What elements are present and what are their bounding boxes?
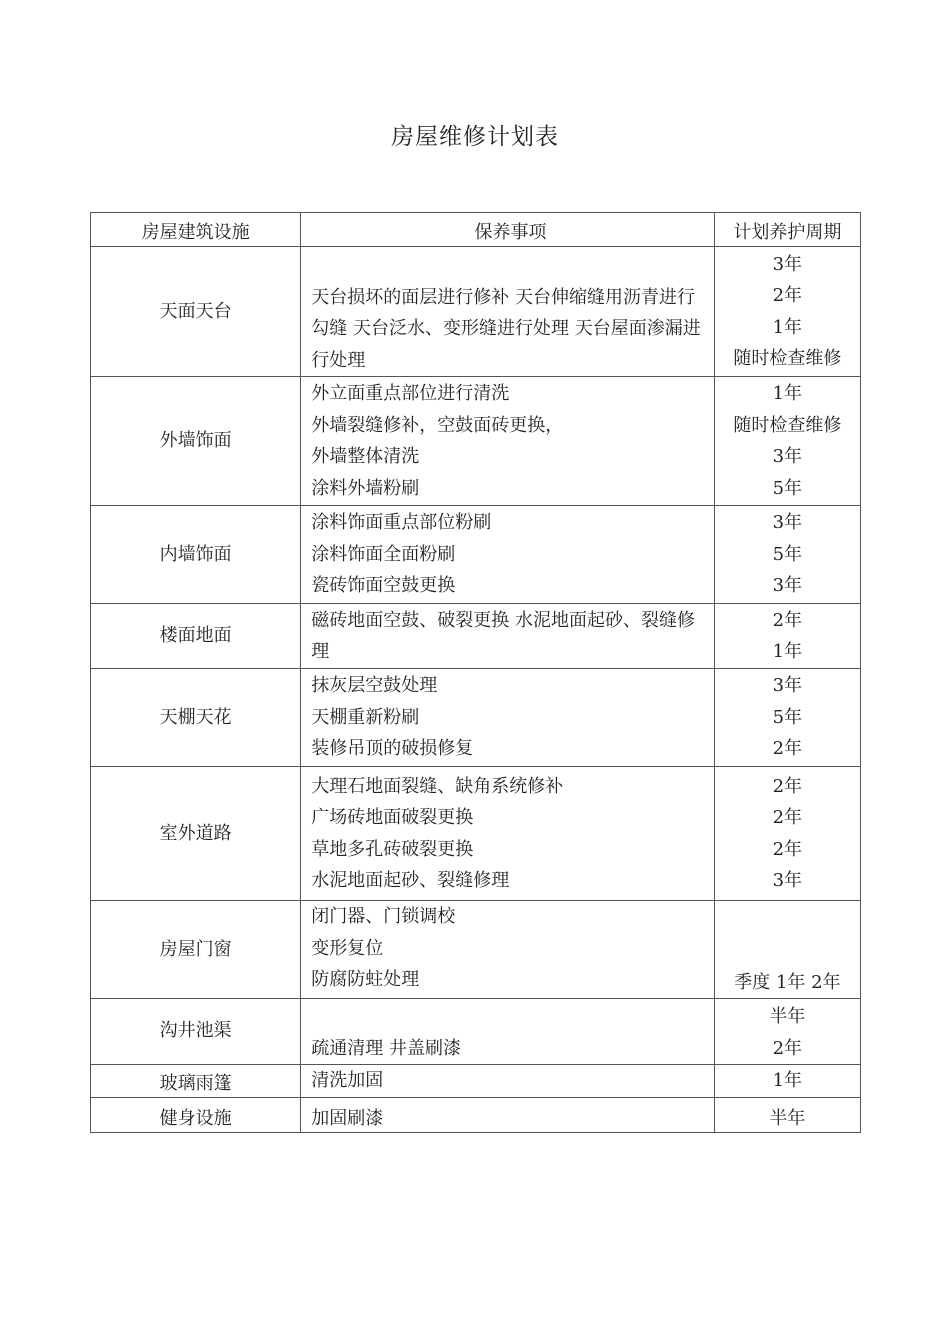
facility-cell: 天面天台 <box>91 247 301 377</box>
item-text: 磁砖地面空鼓、破裂更换 水泥地面起砂、裂缝修理 <box>311 609 695 662</box>
cycle-text: 3年 <box>772 512 803 534</box>
cycle-text: 1年 <box>772 641 803 662</box>
facility-cell: 内墙饰面 <box>91 506 301 604</box>
cycle-cell <box>714 604 860 669</box>
cycle-text: 5年 <box>772 706 803 728</box>
items-cell <box>301 999 715 1065</box>
cycle-text: 随时检查维修 <box>733 348 842 369</box>
cycle-text: 1年 <box>772 1070 803 1091</box>
item-text: 广场砖地面破裂更换 <box>311 807 474 828</box>
item-text: 装修吊顶的破损修复 <box>311 738 474 760</box>
cycle-text: 季度 1年 2年 <box>734 971 841 993</box>
items-cell <box>301 901 715 999</box>
facility-cell: 房屋门窗 <box>91 901 301 999</box>
item-text: 涂料饰面全面粉刷 <box>311 543 456 565</box>
cycle-text: 3年 <box>772 870 803 891</box>
header-facility: 房屋建筑设施 <box>91 213 301 247</box>
items-cell <box>301 506 715 604</box>
item-text: 抹灰层空鼓处理 <box>311 675 438 697</box>
cycle-text: 2年 <box>772 838 803 860</box>
cycle-text: 3年 <box>772 446 803 467</box>
cycle-text: 2年 <box>772 807 803 828</box>
cycle-text: 半年 <box>769 1006 806 1027</box>
table-header-row <box>91 213 861 247</box>
table-row <box>91 669 861 767</box>
facility-cell: 外墙饰面 <box>91 377 301 506</box>
table-row <box>91 247 861 377</box>
item-text: 大理石地面裂缝、缺角系统修补 <box>311 775 564 797</box>
cycle-cell <box>714 999 860 1065</box>
items-cell <box>301 604 715 669</box>
item-text: 外墙整体清洗 <box>311 446 420 467</box>
item-text: 草地多孔砖破裂更换 <box>311 838 474 860</box>
cycle-text: 1年 <box>772 316 803 338</box>
cycle-text: 半年 <box>769 1108 806 1129</box>
item-text: 天棚重新粉刷 <box>311 706 420 728</box>
cycle-text: 随时检查维修 <box>733 414 842 436</box>
table-row <box>91 1098 861 1133</box>
item-text: 涂料饰面重点部位粉刷 <box>311 512 492 534</box>
header-items: 保养事项 <box>301 213 715 247</box>
items-cell <box>301 767 715 901</box>
item-text: 清洗加固 <box>311 1070 384 1091</box>
cycle-cell <box>714 901 860 999</box>
facility-cell: 室外道路 <box>91 767 301 901</box>
cycle-text: 2年 <box>772 738 803 760</box>
table-row <box>91 999 861 1065</box>
items-cell <box>301 377 715 506</box>
item-text: 瓷砖饰面空鼓更换 <box>311 575 456 597</box>
cycle-text: 3年 <box>772 253 803 275</box>
cycle-cell <box>714 669 860 767</box>
cycle-text: 5年 <box>772 477 803 499</box>
cycle-cell <box>714 506 860 604</box>
item-text: 闭门器、门锁调校 <box>311 906 456 927</box>
item-text: 加固刷漆 <box>311 1108 384 1129</box>
table-row <box>91 604 861 669</box>
header-cycle: 计划养护周期 <box>714 213 860 247</box>
facility-cell: 天棚天花 <box>91 669 301 767</box>
items-cell <box>301 1098 715 1133</box>
item-text: 外立面重点部位进行清洗 <box>311 383 510 404</box>
item-text: 防腐防蛀处理 <box>311 969 420 990</box>
cycle-cell <box>714 1098 860 1133</box>
cycle-cell <box>714 377 860 506</box>
facility-cell: 健身设施 <box>91 1098 301 1133</box>
item-text: 外墙裂缝修补，空鼓面砖更换， <box>311 414 564 436</box>
cycle-text: 5年 <box>772 543 803 565</box>
items-cell <box>301 1065 715 1098</box>
maintenance-table <box>90 212 861 1133</box>
cycle-cell <box>714 247 860 377</box>
item-text: 涂料外墙粉刷 <box>311 477 420 499</box>
cycle-text: 1年 <box>772 383 803 404</box>
item-text: 天台损坏的面层进行修补 天台伸缩缝用沥青进行勾缝 天台泛水、变形缝进行处理 天台屋面渗漏进行处理 <box>311 286 701 371</box>
table-row <box>91 506 861 604</box>
facility-cell: 玻璃雨篷 <box>91 1065 301 1098</box>
items-cell <box>301 669 715 767</box>
cycle-text: 2年 <box>772 609 803 631</box>
page-title: 房屋维修计划表 <box>391 124 559 150</box>
cycle-text: 3年 <box>772 675 803 697</box>
cycle-cell <box>714 767 860 901</box>
table-row <box>91 901 861 999</box>
item-text: 变形复位 <box>311 937 384 959</box>
cycle-text: 2年 <box>772 1037 803 1059</box>
cycle-text: 2年 <box>772 775 803 797</box>
cycle-text: 3年 <box>772 575 803 597</box>
item-text: 疏通清理 井盖刷漆 <box>311 1037 461 1059</box>
items-cell <box>301 247 715 377</box>
facility-cell: 楼面地面 <box>91 604 301 669</box>
cycle-cell <box>714 1065 860 1098</box>
table-row <box>91 767 861 901</box>
item-text: 水泥地面起砂、裂缝修理 <box>311 870 510 891</box>
facility-cell: 沟井池渠 <box>91 999 301 1065</box>
table-row <box>91 1065 861 1098</box>
cycle-text: 2年 <box>772 285 803 306</box>
table-row <box>91 377 861 506</box>
